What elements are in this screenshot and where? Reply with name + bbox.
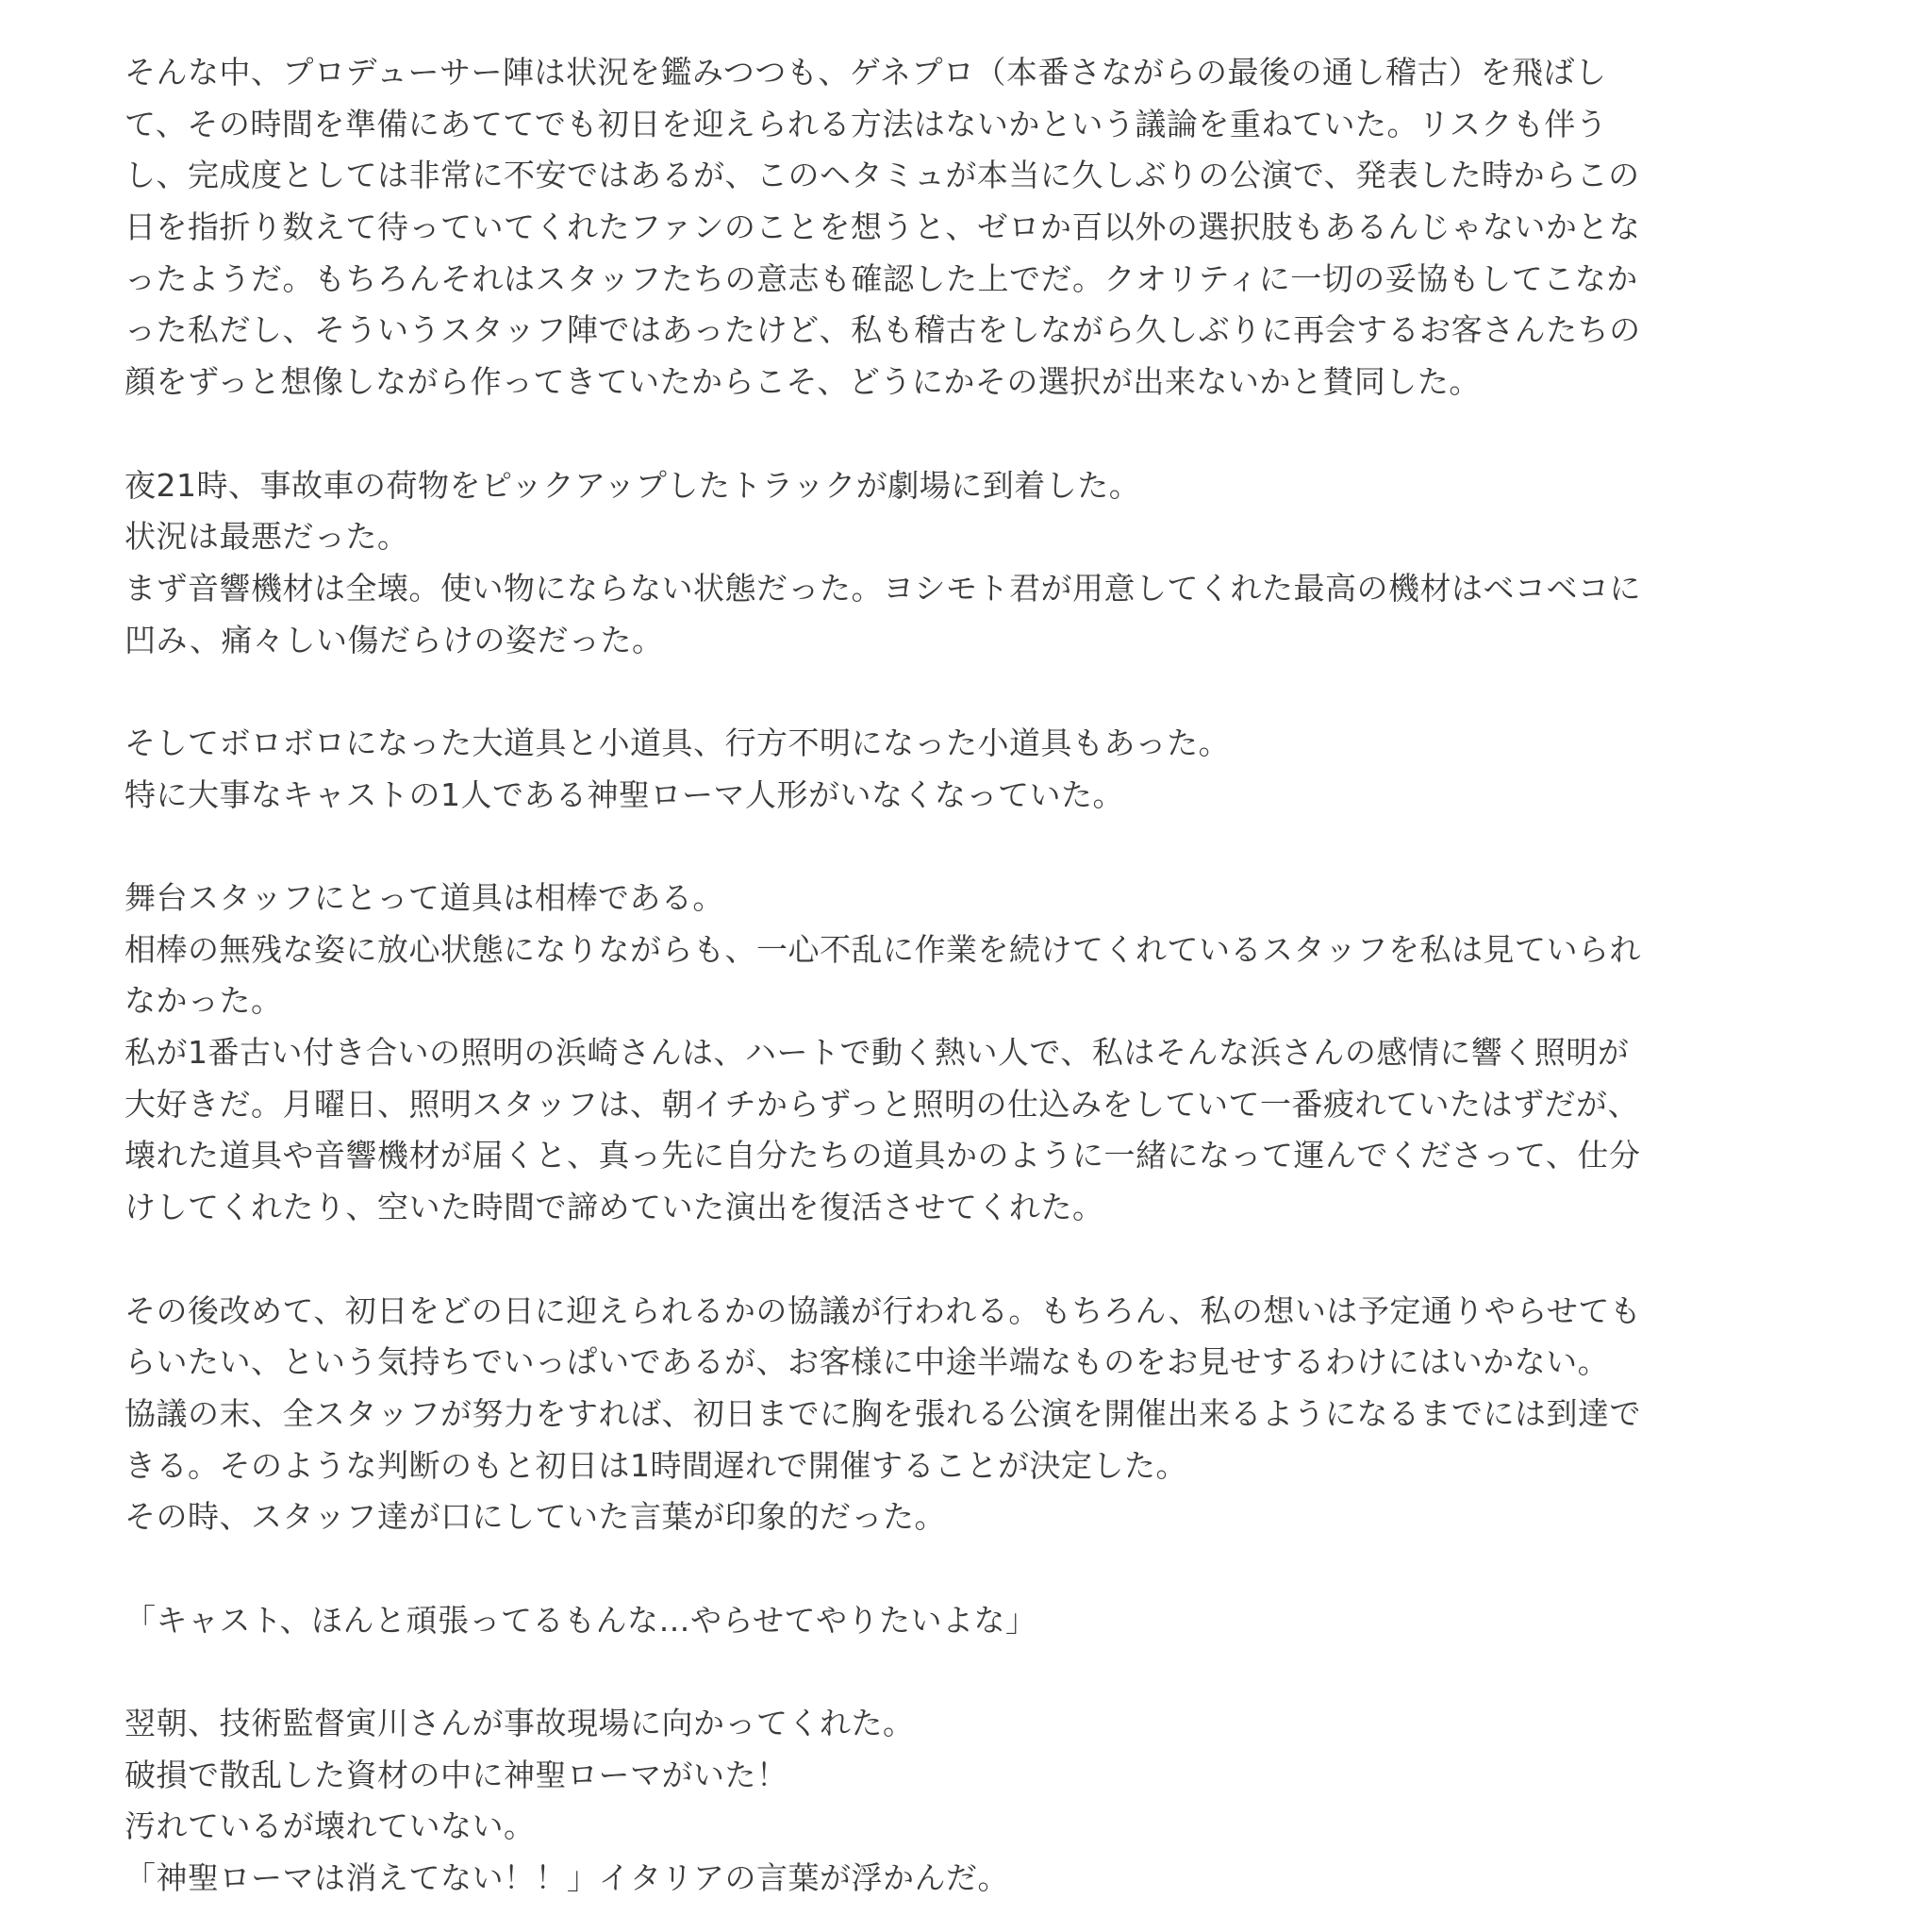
text-line: 壊れた道具や音響機材が届くと、真っ先に自分たちの道具かのように一緒になって運んでくださって、仕分 [124,1137,1641,1174]
text-line: その時、スタッフ達が口にしていた言葉が印象的だった。 [124,1498,946,1536]
text-line: 相棒の無残な姿に放心状態になりながらも、一心不乱に作業を続けてくれているスタッフを私は見ていられ [124,930,1641,968]
text-line: らいたい、という気持ちでいっぱいであるが、お客様に中途半端なものをお見せするわけにはいかない。 [124,1343,1610,1381]
text-line: し、完成度としては非常に不安ではあるが、このヘタミュが本当に久しぶりの公演で、発表した時からこの [124,157,1640,194]
text-line: 大好きだ。月曜日、照明スタッフは、朝イチからずっと照明の仕込みをしていて一番疲れていたはずだが、 [124,1085,1640,1123]
text-line: 協議の末、全スタッフが努力をすれば、初日までに胸を張れる公演を開催出来るようになるまでには到達で [124,1394,1641,1432]
text-line: 夜21時、事故車の荷物をピックアップしたトラックが劇場に到着した。 [124,466,1141,504]
quote-line: 「神聖ローマは消えてない！！」イタリアの言葉が浮かんだ。 [124,1859,1009,1897]
paragraph-gap [124,821,1784,873]
text-line: けしてくれたり、空いた時間で諦めていた演出を復活させてくれた。 [124,1189,1104,1226]
paragraph-gap [124,666,1784,718]
text-line: 凹み、痛々しい傷だらけの姿だった。 [124,621,664,658]
quote-line: 「キャスト、ほんと頑張ってるもんな…やらせてやりたいよな」 [124,1601,1037,1639]
text-line: 翌朝、技術監督寅川さんが事故現場に向かってくれた。 [124,1705,915,1741]
text-line: 特に大事なキャストの1人である神聖ローマ人形がいなくなっていた。 [124,775,1124,813]
text-line: 舞台スタッフにとって道具は相棒である。 [124,879,724,916]
text-line: なかった。 [124,982,283,1020]
text-line: 顔をずっと想像しながら作ってきていたからこそ、どうにかその選択が出来ないかと賛同した。 [124,363,1481,401]
text-line: きる。そのような判断のもと初日は1時間遅れで開催することが決定した。 [124,1446,1187,1484]
text-line: そしてボロボロになった大道具と小道具、行方不明になった小道具もあった。 [124,724,1231,761]
text-line: 状況は最悪だった。 [124,518,409,556]
text-line: 破損で散乱した資材の中に神聖ローマがいた！ [124,1756,788,1793]
text-line: そんな中、プロデューサー陣は状況を鑑みつつも、ゲネプロ（本番さながらの最後の通し稽古）を飛ばし [124,54,1607,91]
paragraph-gap [124,1543,1784,1595]
text-line: その後改めて、初日をどの日に迎えられるかの協議が行われる。もちろん、私の想いは予定通りやらせても [124,1291,1642,1329]
text-line: ったようだ。もちろんそれはスタッフたちの意志も確認した上でだ。クオリティに一切の妥協もしてこなか [124,259,1638,297]
paragraph-gap [124,1646,1784,1698]
text-line: 私が1番古い付き合いの照明の浜崎さんは、ハートで動く熱い人で、私はそんな浜さんの感情に響く照明が [124,1034,1630,1072]
article-body [124,47,1784,1905]
text-line: まず音響機材は全壊。使い物にならない状態だった。ヨシモト君が用意してくれた最高の機材はベコベコに [124,569,1641,607]
text-line: て、その時間を準備にあててでも初日を迎えられる方法はないかという議論を重ねていた。リスクも伴う [124,105,1608,142]
paragraph-gap [124,408,1784,460]
paragraph-gap [124,1234,1784,1286]
text-line: 日を指折り数えて待っていてくれたファンのことを想うと、ゼロか百以外の選択肢もあるんじゃないかとな [124,208,1641,246]
text-line: った私だし、そういうスタッフ陣ではあったけど、私も稽古をしながら久しぶりに再会するお客さんたちの [124,311,1641,349]
text-line: 汚れているが壊れていない。 [124,1807,536,1845]
